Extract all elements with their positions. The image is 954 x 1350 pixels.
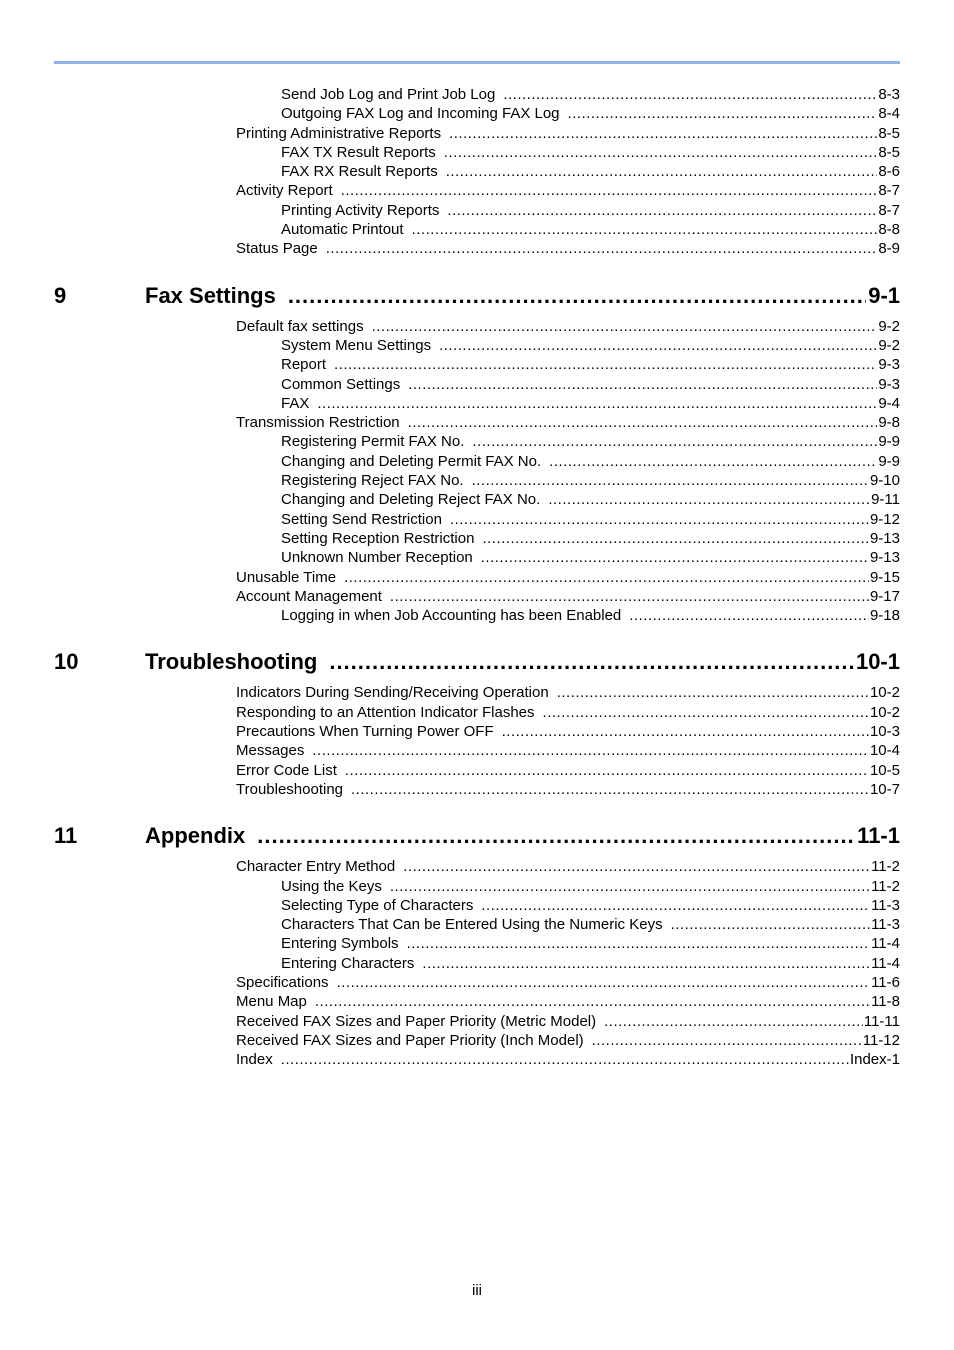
entry-title: Outgoing FAX Log and Incoming FAX Log xyxy=(281,105,560,123)
entry-page-number: 11-8 xyxy=(871,993,900,1011)
dot-leader xyxy=(549,452,877,471)
dot-leader xyxy=(329,649,854,675)
chapter-heading[interactable] xyxy=(54,823,900,851)
toc-subsection-entry[interactable] xyxy=(54,355,900,374)
dot-leader xyxy=(472,432,877,451)
toc-section-entry[interactable] xyxy=(54,181,900,200)
toc-section-entry[interactable] xyxy=(54,761,900,780)
entry-page-number: 9-10 xyxy=(869,472,900,490)
toc-subsection-entry[interactable] xyxy=(54,529,900,548)
entry-title: Character Entry Method xyxy=(236,858,396,876)
toc-section-entry[interactable] xyxy=(54,973,900,992)
entry-page-number: 9-17 xyxy=(869,587,900,605)
entry-page-number: 11-4 xyxy=(871,954,900,972)
toc-subsection-entry[interactable] xyxy=(54,896,900,915)
chapter-heading[interactable] xyxy=(54,649,900,677)
dot-leader xyxy=(422,954,870,973)
dot-leader xyxy=(481,896,870,915)
toc-subsection-entry[interactable] xyxy=(54,336,900,355)
dot-leader xyxy=(315,992,870,1011)
dot-leader xyxy=(548,490,870,509)
toc-subsection-entry[interactable] xyxy=(54,954,900,973)
toc-section-entry[interactable] xyxy=(54,413,900,432)
entry-title: Specifications xyxy=(236,973,329,991)
dot-leader xyxy=(345,761,869,780)
toc-subsection-entry[interactable] xyxy=(54,375,900,394)
entry-title: Setting Reception Restriction xyxy=(281,529,475,547)
entry-page-number: 9-3 xyxy=(878,375,900,393)
entry-title: Indicators During Sending/Receiving Operation xyxy=(236,684,549,702)
entry-page-number: 8-3 xyxy=(878,86,900,103)
entry-title: Account Management xyxy=(236,587,382,605)
toc-section-entry[interactable] xyxy=(54,857,900,876)
toc-subsection-entry[interactable] xyxy=(54,452,900,471)
entry-page-number: 9-4 xyxy=(878,394,900,412)
dot-leader xyxy=(447,201,877,220)
table-of-contents xyxy=(54,85,900,1069)
entry-page-number: 10-7 xyxy=(869,780,900,798)
entry-page-number: 8-5 xyxy=(878,124,900,142)
toc-subsection-entry[interactable] xyxy=(54,606,900,625)
toc-section-entry[interactable] xyxy=(54,683,900,702)
chapter-title: Appendix xyxy=(145,823,246,849)
entry-title: Messages xyxy=(236,742,305,760)
dot-leader xyxy=(450,510,869,529)
entry-title: Entering Characters xyxy=(281,954,415,972)
dot-leader xyxy=(592,1031,862,1050)
entry-title: Precautions When Turning Power OFF xyxy=(236,723,494,741)
toc-subsection-entry[interactable] xyxy=(54,394,900,413)
toc-section-entry[interactable] xyxy=(54,124,900,143)
entry-page-number: 8-7 xyxy=(878,182,900,200)
entry-title: Characters That Can be Entered Using the Numeric Keys xyxy=(281,916,663,934)
entry-title: Received FAX Sizes and Paper Priority (Metric Model) xyxy=(236,1012,597,1030)
dot-leader xyxy=(334,355,877,374)
entry-title: Index xyxy=(236,1051,273,1069)
entry-page-number: 8-5 xyxy=(878,143,900,161)
entry-title: Logging in when Job Accounting has been Enabled xyxy=(281,607,622,625)
dot-leader xyxy=(503,85,877,104)
entry-title: Status Page xyxy=(236,240,318,258)
toc-section-entry[interactable] xyxy=(54,1050,900,1069)
dot-leader xyxy=(568,104,878,123)
toc-subsection-entry[interactable] xyxy=(54,201,900,220)
entry-title: Menu Map xyxy=(236,993,307,1011)
dot-leader xyxy=(543,703,869,722)
chapter-page-number: 9-1 xyxy=(868,282,900,308)
entry-page-number: 11-2 xyxy=(871,877,900,895)
toc-section-entry[interactable] xyxy=(54,780,900,799)
entry-title: Changing and Deleting Permit FAX No. xyxy=(281,452,542,470)
entry-page-number: 10-5 xyxy=(869,761,900,779)
chapter-page-number: 11-1 xyxy=(857,823,900,849)
dot-leader xyxy=(344,568,869,587)
dot-leader xyxy=(671,915,871,934)
entry-title: Send Job Log and Print Job Log xyxy=(281,86,496,103)
dot-leader xyxy=(444,143,878,162)
dot-leader xyxy=(390,587,869,606)
entry-title: FAX xyxy=(281,394,310,412)
toc-subsection-entry[interactable] xyxy=(54,877,900,896)
dot-leader xyxy=(312,741,869,760)
entry-title: Selecting Type of Characters xyxy=(281,896,474,914)
entry-title: Using the Keys xyxy=(281,877,382,895)
entry-page-number: 10-4 xyxy=(869,742,900,760)
toc-subsection-entry[interactable] xyxy=(54,934,900,953)
entry-page-number: 8-8 xyxy=(878,221,900,239)
chapter-heading[interactable] xyxy=(54,283,900,311)
dot-leader xyxy=(629,606,869,625)
entry-page-number: 9-13 xyxy=(869,549,900,567)
dot-leader xyxy=(408,375,877,394)
toc-subsection-entry[interactable] xyxy=(54,220,900,239)
dot-leader xyxy=(337,973,871,992)
dot-leader xyxy=(557,683,869,702)
toc-section-entry[interactable] xyxy=(54,1031,900,1050)
chapter-number: 9 xyxy=(54,282,67,308)
entry-page-number: 9-13 xyxy=(869,529,900,547)
toc-subsection-entry[interactable] xyxy=(54,104,900,123)
entry-page-number: 9-9 xyxy=(878,452,900,470)
entry-page-number: 9-2 xyxy=(878,317,900,335)
entry-title: Registering Permit FAX No. xyxy=(281,433,465,451)
dot-leader xyxy=(372,317,878,336)
entry-page-number: 11-2 xyxy=(871,858,900,876)
entry-page-number: 11-6 xyxy=(871,973,900,991)
entry-title: FAX TX Result Reports xyxy=(281,143,436,161)
dot-leader xyxy=(449,124,877,143)
entry-page-number: 11-11 xyxy=(863,1012,900,1030)
chapter-page-number: 10-1 xyxy=(855,649,900,675)
entry-title: Default fax settings xyxy=(236,317,364,335)
toc-section-entry[interactable] xyxy=(54,239,900,258)
entry-title: Unknown Number Reception xyxy=(281,549,473,567)
toc-section-entry[interactable] xyxy=(54,703,900,722)
entry-title: Received FAX Sizes and Paper Priority (Inch Model) xyxy=(236,1031,584,1049)
entry-page-number: 9-11 xyxy=(871,491,900,509)
dot-leader xyxy=(482,529,869,548)
entry-page-number: 9-8 xyxy=(878,414,900,432)
entry-page-number: 9-18 xyxy=(869,607,900,625)
chapter-number: 10 xyxy=(54,649,79,675)
dot-leader xyxy=(502,722,869,741)
entry-page-number: 10-2 xyxy=(869,703,900,721)
dot-leader xyxy=(317,394,877,413)
dot-leader xyxy=(403,857,870,876)
toc-section-entry[interactable] xyxy=(54,568,900,587)
toc-subsection-entry[interactable] xyxy=(54,548,900,567)
entry-title: Unusable Time xyxy=(236,568,337,586)
toc-subsection-entry[interactable] xyxy=(54,915,900,934)
entry-title: Printing Activity Reports xyxy=(281,201,440,219)
page-number: iii xyxy=(472,1282,482,1299)
dot-leader xyxy=(390,877,870,896)
entry-title: Setting Send Restriction xyxy=(281,510,442,528)
toc-section-entry[interactable] xyxy=(54,741,900,760)
chapter-number: 11 xyxy=(54,823,78,849)
dot-leader xyxy=(472,471,869,490)
entry-title: Activity Report xyxy=(236,182,333,200)
header-rule xyxy=(54,61,900,64)
entry-page-number: 8-7 xyxy=(878,201,900,219)
dot-leader xyxy=(351,780,869,799)
entry-title: Report xyxy=(281,356,327,374)
dot-leader xyxy=(288,283,866,309)
entry-title: Troubleshooting xyxy=(236,780,344,798)
dot-leader xyxy=(481,548,869,567)
entry-title: Error Code List xyxy=(236,761,337,779)
dot-leader xyxy=(341,181,878,200)
chapter-title: Fax Settings xyxy=(145,282,276,308)
toc-subsection-entry[interactable] xyxy=(54,143,900,162)
toc-section-entry[interactable] xyxy=(54,587,900,606)
entry-page-number: Index-1 xyxy=(849,1051,900,1069)
dot-leader xyxy=(407,934,871,953)
entry-title: Registering Reject FAX No. xyxy=(281,472,464,490)
dot-leader xyxy=(281,1050,849,1069)
entry-title: System Menu Settings xyxy=(281,336,432,354)
dot-leader xyxy=(408,413,878,432)
entry-title: Changing and Deleting Reject FAX No. xyxy=(281,491,541,509)
toc-subsection-entry[interactable] xyxy=(54,162,900,181)
dot-leader xyxy=(257,823,855,849)
dot-leader xyxy=(439,336,877,355)
dot-leader xyxy=(446,162,878,181)
entry-title: Automatic Printout xyxy=(281,221,404,239)
entry-page-number: 11-3 xyxy=(871,916,900,934)
entry-page-number: 8-9 xyxy=(878,240,900,258)
entry-title: Responding to an Attention Indicator Flashes xyxy=(236,703,535,721)
entry-title: Transmission Restriction xyxy=(236,414,400,432)
toc-section-entry[interactable] xyxy=(54,1012,900,1031)
entry-page-number: 8-6 xyxy=(878,163,900,181)
dot-leader xyxy=(604,1012,863,1031)
dot-leader xyxy=(326,239,878,258)
toc-subsection-entry[interactable] xyxy=(54,432,900,451)
entry-title: Common Settings xyxy=(281,375,401,393)
entry-title: Entering Symbols xyxy=(281,935,399,953)
entry-page-number: 11-4 xyxy=(871,935,900,953)
toc-subsection-entry[interactable] xyxy=(54,490,900,509)
entry-page-number: 9-3 xyxy=(878,356,900,374)
toc-subsection-entry[interactable] xyxy=(54,510,900,529)
toc-subsection-entry[interactable] xyxy=(54,471,900,490)
chapter-title: Troubleshooting xyxy=(145,649,318,675)
entry-page-number: 11-3 xyxy=(871,896,900,914)
entry-page-number: 9-15 xyxy=(869,568,900,586)
entry-title: FAX RX Result Reports xyxy=(281,163,438,181)
dot-leader xyxy=(412,220,878,239)
toc-section-entry[interactable] xyxy=(54,317,900,336)
entry-page-number: 9-2 xyxy=(878,336,900,354)
entry-page-number: 8-4 xyxy=(878,105,900,123)
entry-title: Printing Administrative Reports xyxy=(236,124,442,142)
entry-page-number: 9-12 xyxy=(869,510,900,528)
entry-page-number: 9-9 xyxy=(878,433,900,451)
entry-page-number: 11-12 xyxy=(862,1031,900,1049)
entry-page-number: 10-2 xyxy=(869,684,900,702)
toc-section-entry[interactable] xyxy=(54,992,900,1011)
entry-page-number: 10-3 xyxy=(869,723,900,741)
toc-subsection-entry[interactable] xyxy=(54,85,900,104)
toc-section-entry[interactable] xyxy=(54,722,900,741)
